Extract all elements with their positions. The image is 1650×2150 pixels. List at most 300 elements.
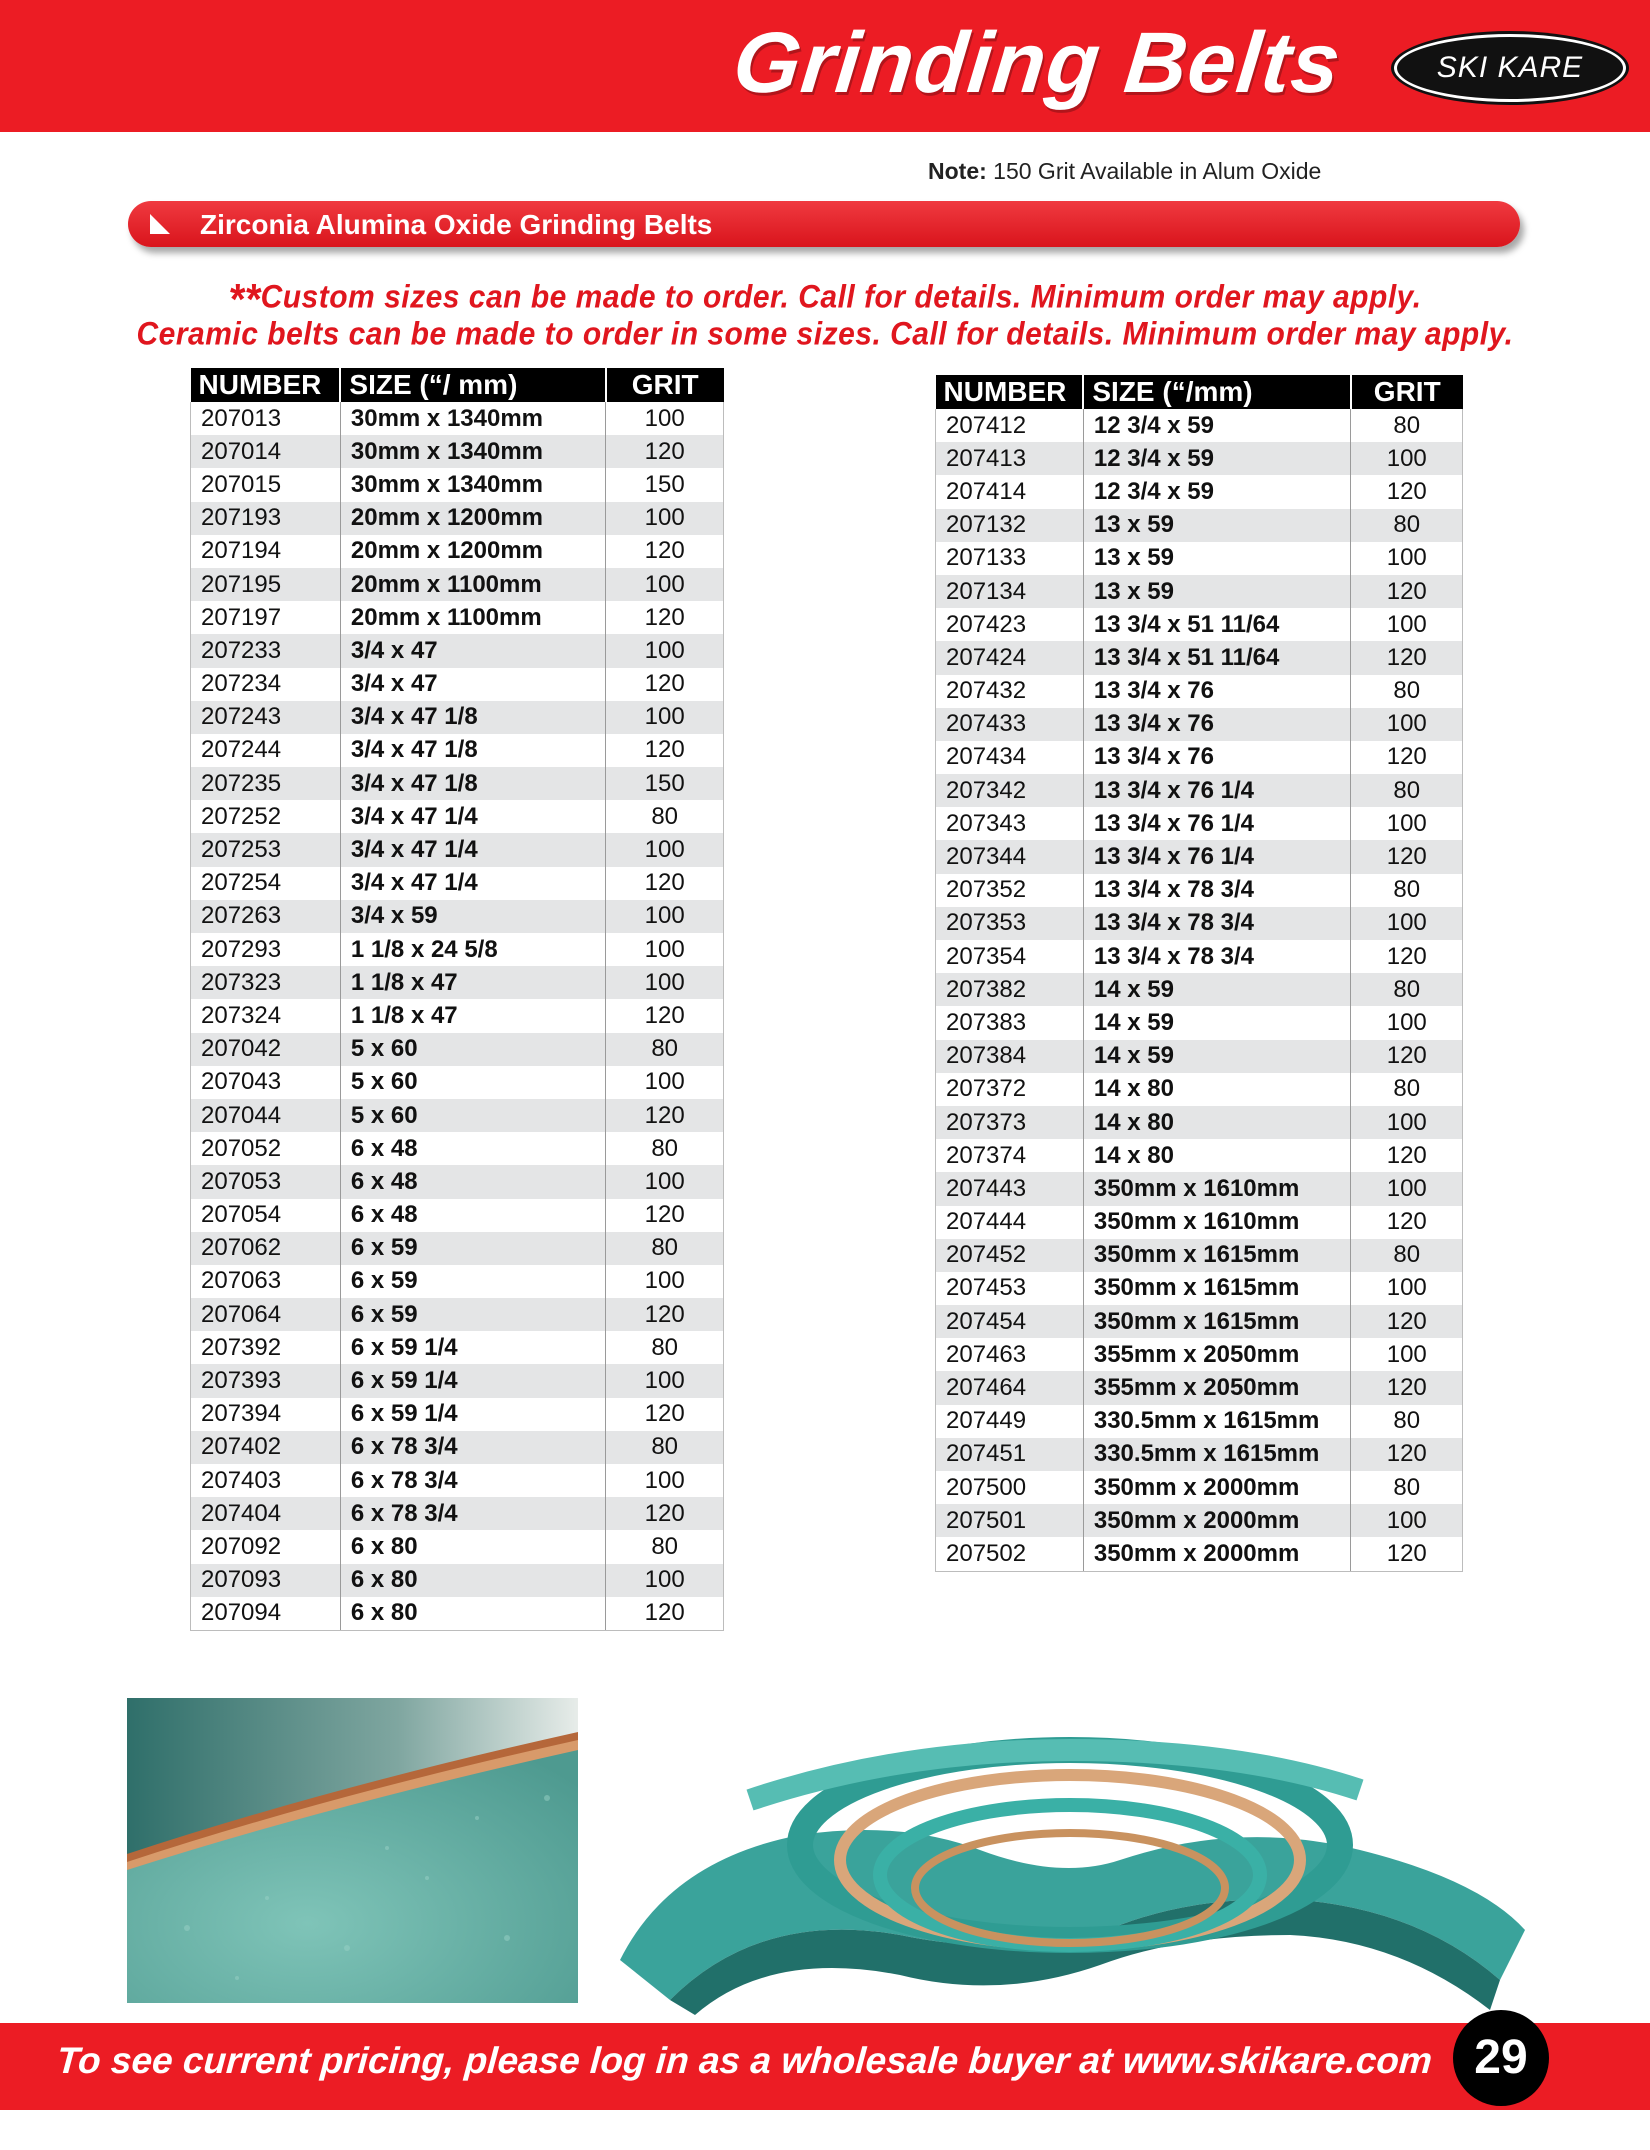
table-row <box>936 1239 1463 1272</box>
grit-value: 120 <box>1351 840 1463 873</box>
grit-note <box>928 158 1321 185</box>
col-size-header: SIZE (“/mm) <box>1083 375 1351 409</box>
grit-value: 120 <box>1351 940 1463 973</box>
grit-value: 100 <box>606 502 724 535</box>
section-title: Zirconia Alumina Oxide Grinding Belts <box>200 209 713 240</box>
belt-size: 3/4 x 47 1/4 <box>340 800 605 833</box>
table-row <box>191 1199 724 1232</box>
grit-value: 120 <box>1351 1537 1463 1571</box>
grit-value: 80 <box>1351 1471 1463 1504</box>
table-row <box>936 1537 1463 1571</box>
item-number: 207500 <box>936 1471 1084 1504</box>
belt-size: 20mm x 1200mm <box>340 502 605 535</box>
belts-table-left <box>190 368 724 1631</box>
belt-size: 13 x 59 <box>1083 542 1351 575</box>
table-row <box>191 701 724 734</box>
item-number: 207244 <box>191 734 341 767</box>
belt-size: 6 x 59 <box>340 1232 605 1265</box>
item-number: 207094 <box>191 1597 341 1631</box>
belt-size: 3/4 x 47 1/4 <box>340 833 605 866</box>
col-grit-header: GRIT <box>1351 375 1463 409</box>
grit-value: 100 <box>606 634 724 667</box>
belt-size: 3/4 x 47 1/8 <box>340 767 605 800</box>
item-number: 207014 <box>191 435 341 468</box>
table-row <box>191 1331 724 1364</box>
custom-note-line1: Custom sizes can be made to order. Call for details. Minimum order may apply. <box>260 279 1422 316</box>
grit-value: 100 <box>606 1165 724 1198</box>
item-number: 207015 <box>191 468 341 501</box>
belt-size: 30mm x 1340mm <box>340 468 605 501</box>
item-number: 207452 <box>936 1239 1084 1272</box>
grit-value: 100 <box>606 402 724 435</box>
item-number: 207384 <box>936 1040 1084 1073</box>
grit-value: 100 <box>606 568 724 601</box>
item-number: 207501 <box>936 1504 1084 1537</box>
grit-value: 120 <box>1351 1438 1463 1471</box>
belt-size: 20mm x 1100mm <box>340 601 605 634</box>
item-number: 207132 <box>936 509 1084 542</box>
item-number: 207293 <box>191 933 341 966</box>
grit-value: 100 <box>606 1564 724 1597</box>
item-number: 207374 <box>936 1139 1084 1172</box>
belt-size: 1 1/8 x 47 <box>340 999 605 1032</box>
belt-size: 12 3/4 x 59 <box>1083 409 1351 442</box>
belt-size: 6 x 59 <box>340 1265 605 1298</box>
belt-size: 20mm x 1200mm <box>340 535 605 568</box>
grit-value: 100 <box>1351 1272 1463 1305</box>
item-number: 207343 <box>936 807 1084 840</box>
grit-value: 80 <box>1351 973 1463 1006</box>
col-grit-header: GRIT <box>606 368 724 402</box>
belt-size: 13 3/4 x 76 1/4 <box>1083 840 1351 873</box>
grit-value: 120 <box>1351 1139 1463 1172</box>
table-row <box>191 435 724 468</box>
table-header-row <box>191 368 724 402</box>
belt-size: 3/4 x 47 1/8 <box>340 734 605 767</box>
table-row <box>936 1371 1463 1404</box>
item-number: 207353 <box>936 907 1084 940</box>
table-row <box>191 734 724 767</box>
belt-size: 3/4 x 47 <box>340 634 605 667</box>
item-number: 207394 <box>191 1398 341 1431</box>
item-number: 207344 <box>936 840 1084 873</box>
table-row <box>191 1033 724 1066</box>
col-number-header: NUMBER <box>191 368 341 402</box>
belt-size: 30mm x 1340mm <box>340 402 605 435</box>
grit-value: 80 <box>1351 1239 1463 1272</box>
grit-value: 120 <box>606 867 724 900</box>
item-number: 207064 <box>191 1298 341 1331</box>
section-heading-bar <box>128 201 1520 247</box>
belts-product-photo <box>600 1710 1540 2015</box>
grit-value: 80 <box>1351 509 1463 542</box>
grit-value: 120 <box>606 1398 724 1431</box>
table-row <box>191 1564 724 1597</box>
col-number-header: NUMBER <box>936 375 1084 409</box>
grit-value: 100 <box>1351 708 1463 741</box>
table-row <box>191 1066 724 1099</box>
item-number: 207443 <box>936 1172 1084 1205</box>
belt-size: 14 x 59 <box>1083 1006 1351 1039</box>
table-row <box>191 1165 724 1198</box>
grit-value: 100 <box>1351 1106 1463 1139</box>
item-number: 207093 <box>191 1564 341 1597</box>
table-row <box>191 1431 724 1464</box>
table-row <box>936 1471 1463 1504</box>
item-number: 207464 <box>936 1371 1084 1404</box>
item-number: 207195 <box>191 568 341 601</box>
item-number: 207092 <box>191 1530 341 1563</box>
item-number: 207063 <box>191 1265 341 1298</box>
grit-value: 120 <box>606 668 724 701</box>
item-number: 207323 <box>191 966 341 999</box>
grit-value: 100 <box>1351 1006 1463 1039</box>
table-row <box>191 468 724 501</box>
item-number: 207194 <box>191 535 341 568</box>
grit-value: 120 <box>606 1099 724 1132</box>
grit-value: 100 <box>606 1265 724 1298</box>
table-row <box>936 774 1463 807</box>
table-row <box>936 1438 1463 1471</box>
table-header-row <box>936 375 1463 409</box>
table-row <box>936 1305 1463 1338</box>
item-number: 207354 <box>936 940 1084 973</box>
table-row <box>191 900 724 933</box>
item-number: 207403 <box>191 1464 341 1497</box>
table-row <box>936 1338 1463 1371</box>
belt-size: 13 3/4 x 76 <box>1083 675 1351 708</box>
table-row <box>191 800 724 833</box>
grit-value: 120 <box>1351 475 1463 508</box>
grit-value: 100 <box>1351 542 1463 575</box>
table-row <box>191 535 724 568</box>
item-number: 207404 <box>191 1497 341 1530</box>
belt-size: 6 x 59 1/4 <box>340 1364 605 1397</box>
table-row <box>936 1504 1463 1537</box>
table-row <box>191 867 724 900</box>
table-row <box>936 940 1463 973</box>
grit-value: 100 <box>606 1066 724 1099</box>
table-row <box>191 1099 724 1132</box>
grit-value: 80 <box>606 1530 724 1563</box>
grit-value: 100 <box>606 701 724 734</box>
item-number: 207453 <box>936 1272 1084 1305</box>
grit-value: 100 <box>1351 442 1463 475</box>
pricing-login-note: To see current pricing, please log in as a wholesale buyer at www.skikare.com <box>55 2040 1434 2081</box>
item-number: 207424 <box>936 641 1084 674</box>
grit-value: 120 <box>1351 1305 1463 1338</box>
ski-kare-logo: SKI KARE <box>1394 34 1626 102</box>
item-number: 207392 <box>191 1331 341 1364</box>
grit-value: 150 <box>606 468 724 501</box>
item-number: 207463 <box>936 1338 1084 1371</box>
table-row <box>936 409 1463 442</box>
belt-size: 355mm x 2050mm <box>1083 1371 1351 1404</box>
grit-value: 80 <box>1351 1405 1463 1438</box>
grit-value: 80 <box>1351 874 1463 907</box>
item-number: 207197 <box>191 601 341 634</box>
table-row <box>936 708 1463 741</box>
grit-value: 120 <box>1351 1206 1463 1239</box>
belt-size: 1 1/8 x 24 5/8 <box>340 933 605 966</box>
belt-size: 13 3/4 x 51 11/64 <box>1083 608 1351 641</box>
belt-size: 14 x 80 <box>1083 1106 1351 1139</box>
table-row <box>191 1232 724 1265</box>
belt-size: 14 x 80 <box>1083 1139 1351 1172</box>
belt-size: 13 x 59 <box>1083 509 1351 542</box>
table-row <box>936 475 1463 508</box>
footer-band <box>0 2023 1650 2110</box>
item-number: 207342 <box>936 774 1084 807</box>
header-band <box>0 0 1650 132</box>
item-number: 207393 <box>191 1364 341 1397</box>
table-row <box>936 509 1463 542</box>
grit-value: 120 <box>1351 741 1463 774</box>
item-number: 207449 <box>936 1405 1084 1438</box>
bullet-arrow-icon <box>150 214 170 234</box>
grit-value: 120 <box>606 734 724 767</box>
grit-value: 100 <box>1351 907 1463 940</box>
belt-size: 6 x 59 1/4 <box>340 1331 605 1364</box>
grit-value: 80 <box>1351 1073 1463 1106</box>
item-number: 207263 <box>191 900 341 933</box>
table-row <box>191 999 724 1032</box>
belts-table-right <box>935 375 1463 1572</box>
grit-value: 120 <box>606 435 724 468</box>
belt-size: 5 x 60 <box>340 1066 605 1099</box>
item-number: 207253 <box>191 833 341 866</box>
note-asterisks: ** <box>228 276 261 324</box>
item-number: 207052 <box>191 1132 341 1165</box>
grit-value: 100 <box>1351 608 1463 641</box>
table-row <box>191 933 724 966</box>
item-number: 207412 <box>936 409 1084 442</box>
table-row <box>936 1405 1463 1438</box>
grit-value: 80 <box>606 1431 724 1464</box>
item-number: 207044 <box>191 1099 341 1132</box>
item-number: 207062 <box>191 1232 341 1265</box>
table-row <box>936 807 1463 840</box>
belt-size: 6 x 59 <box>340 1298 605 1331</box>
belt-size: 6 x 80 <box>340 1564 605 1597</box>
item-number: 207235 <box>191 767 341 800</box>
belt-size: 14 x 59 <box>1083 1040 1351 1073</box>
grit-value: 80 <box>606 1033 724 1066</box>
grit-value: 80 <box>1351 675 1463 708</box>
grit-value: 120 <box>1351 641 1463 674</box>
table-row <box>191 568 724 601</box>
grit-value: 80 <box>1351 774 1463 807</box>
grit-value: 120 <box>1351 1371 1463 1404</box>
grit-value: 80 <box>606 1331 724 1364</box>
table-row <box>191 1364 724 1397</box>
item-number: 207434 <box>936 741 1084 774</box>
belt-size: 6 x 80 <box>340 1597 605 1631</box>
grit-value: 120 <box>606 1597 724 1631</box>
belt-size: 13 3/4 x 78 3/4 <box>1083 874 1351 907</box>
table-row <box>936 874 1463 907</box>
table-row <box>191 1398 724 1431</box>
belt-size: 3/4 x 47 1/4 <box>340 867 605 900</box>
grit-value: 120 <box>1351 1040 1463 1073</box>
grit-value: 100 <box>1351 807 1463 840</box>
belt-size: 13 3/4 x 78 3/4 <box>1083 907 1351 940</box>
grit-value: 100 <box>1351 1172 1463 1205</box>
grit-value: 120 <box>606 1199 724 1232</box>
belt-size: 350mm x 1615mm <box>1083 1239 1351 1272</box>
item-number: 207013 <box>191 402 341 435</box>
table-row <box>191 1265 724 1298</box>
item-number: 207423 <box>936 608 1084 641</box>
table-row <box>936 741 1463 774</box>
grit-value: 100 <box>1351 1504 1463 1537</box>
table-row <box>936 1073 1463 1106</box>
page-title: Grinding Belts <box>728 15 1346 111</box>
table-row <box>936 1006 1463 1039</box>
grit-value: 150 <box>606 767 724 800</box>
table-row <box>191 1530 724 1563</box>
note-text: 150 Grit Available in Alum Oxide <box>993 158 1322 184</box>
grit-value: 100 <box>606 1464 724 1497</box>
table-row <box>191 1298 724 1331</box>
table-row <box>936 907 1463 940</box>
belt-size: 350mm x 1615mm <box>1083 1305 1351 1338</box>
table-row <box>191 1497 724 1530</box>
table-row <box>936 542 1463 575</box>
table-row <box>936 1040 1463 1073</box>
item-number: 207413 <box>936 442 1084 475</box>
item-number: 207324 <box>191 999 341 1032</box>
grit-value: 100 <box>606 900 724 933</box>
item-number: 207383 <box>936 1006 1084 1039</box>
belt-size: 350mm x 2000mm <box>1083 1471 1351 1504</box>
item-number: 207352 <box>936 874 1084 907</box>
belt-size: 13 3/4 x 51 11/64 <box>1083 641 1351 674</box>
belt-size: 6 x 48 <box>340 1132 605 1165</box>
table-row <box>936 608 1463 641</box>
table-row <box>191 833 724 866</box>
grit-value: 80 <box>606 1132 724 1165</box>
belt-size: 6 x 59 1/4 <box>340 1398 605 1431</box>
belt-size: 5 x 60 <box>340 1033 605 1066</box>
belt-size: 330.5mm x 1615mm <box>1083 1438 1351 1471</box>
item-number: 207454 <box>936 1305 1084 1338</box>
grit-value: 120 <box>606 999 724 1032</box>
belt-size: 6 x 78 3/4 <box>340 1431 605 1464</box>
table-row <box>191 601 724 634</box>
belt-size: 5 x 60 <box>340 1099 605 1132</box>
item-number: 207043 <box>191 1066 341 1099</box>
item-number: 207372 <box>936 1073 1084 1106</box>
grit-value: 80 <box>1351 409 1463 442</box>
table-row <box>936 973 1463 1006</box>
belt-size: 3/4 x 59 <box>340 900 605 933</box>
item-number: 207432 <box>936 675 1084 708</box>
item-number: 207054 <box>191 1199 341 1232</box>
grit-value: 120 <box>606 535 724 568</box>
belt-size: 3/4 x 47 1/8 <box>340 701 605 734</box>
belt-size: 12 3/4 x 59 <box>1083 475 1351 508</box>
grit-value: 80 <box>606 800 724 833</box>
grit-value: 100 <box>606 1364 724 1397</box>
belt-closeup-photo <box>127 1698 578 2003</box>
belt-size: 13 3/4 x 76 <box>1083 741 1351 774</box>
grit-value: 120 <box>606 601 724 634</box>
ceramic-belts-note: Ceramic belts can be made to order in some sizes. Call for details. Minimum order may apply. <box>136 316 1514 353</box>
item-number: 207053 <box>191 1165 341 1198</box>
table-row <box>191 634 724 667</box>
belt-size: 6 x 48 <box>340 1165 605 1198</box>
table-row <box>191 668 724 701</box>
belt-size: 6 x 80 <box>340 1530 605 1563</box>
belt-size: 13 x 59 <box>1083 575 1351 608</box>
belt-size: 14 x 80 <box>1083 1073 1351 1106</box>
note-label: Note: <box>928 158 987 184</box>
grit-value: 100 <box>1351 1338 1463 1371</box>
table-row <box>936 1139 1463 1172</box>
belt-size: 12 3/4 x 59 <box>1083 442 1351 475</box>
item-number: 207233 <box>191 634 341 667</box>
belt-size: 350mm x 1615mm <box>1083 1272 1351 1305</box>
table-row <box>936 675 1463 708</box>
table-row <box>191 1597 724 1631</box>
table-row <box>936 840 1463 873</box>
grit-value: 100 <box>606 966 724 999</box>
table-row <box>191 402 724 435</box>
item-number: 207042 <box>191 1033 341 1066</box>
belt-size: 6 x 48 <box>340 1199 605 1232</box>
item-number: 207243 <box>191 701 341 734</box>
item-number: 207382 <box>936 973 1084 1006</box>
item-number: 207402 <box>191 1431 341 1464</box>
grit-value: 80 <box>606 1232 724 1265</box>
table-row <box>191 767 724 800</box>
item-number: 207133 <box>936 542 1084 575</box>
belt-size: 6 x 78 3/4 <box>340 1497 605 1530</box>
grit-value: 120 <box>606 1298 724 1331</box>
belt-size: 13 3/4 x 76 <box>1083 708 1351 741</box>
table-row <box>936 1106 1463 1139</box>
page-number: 29 <box>1453 2010 1549 2106</box>
grit-value: 100 <box>606 833 724 866</box>
item-number: 207451 <box>936 1438 1084 1471</box>
item-number: 207134 <box>936 575 1084 608</box>
belt-size: 350mm x 2000mm <box>1083 1537 1351 1571</box>
table-row <box>191 502 724 535</box>
table-row <box>936 575 1463 608</box>
belt-size: 30mm x 1340mm <box>340 435 605 468</box>
table-row <box>936 442 1463 475</box>
item-number: 207444 <box>936 1206 1084 1239</box>
item-number: 207254 <box>191 867 341 900</box>
belt-size: 13 3/4 x 76 1/4 <box>1083 774 1351 807</box>
col-size-header: SIZE (“/ mm) <box>340 368 605 402</box>
item-number: 207373 <box>936 1106 1084 1139</box>
table-row <box>936 1272 1463 1305</box>
grit-value: 120 <box>606 1497 724 1530</box>
table-row <box>191 1132 724 1165</box>
belt-size: 330.5mm x 1615mm <box>1083 1405 1351 1438</box>
belt-size: 13 3/4 x 78 3/4 <box>1083 940 1351 973</box>
belt-size: 20mm x 1100mm <box>340 568 605 601</box>
table-row <box>936 641 1463 674</box>
belt-size: 6 x 78 3/4 <box>340 1464 605 1497</box>
item-number: 207433 <box>936 708 1084 741</box>
table-row <box>936 1206 1463 1239</box>
belt-size: 355mm x 2050mm <box>1083 1338 1351 1371</box>
belt-size: 3/4 x 47 <box>340 668 605 701</box>
table-row <box>936 1172 1463 1205</box>
